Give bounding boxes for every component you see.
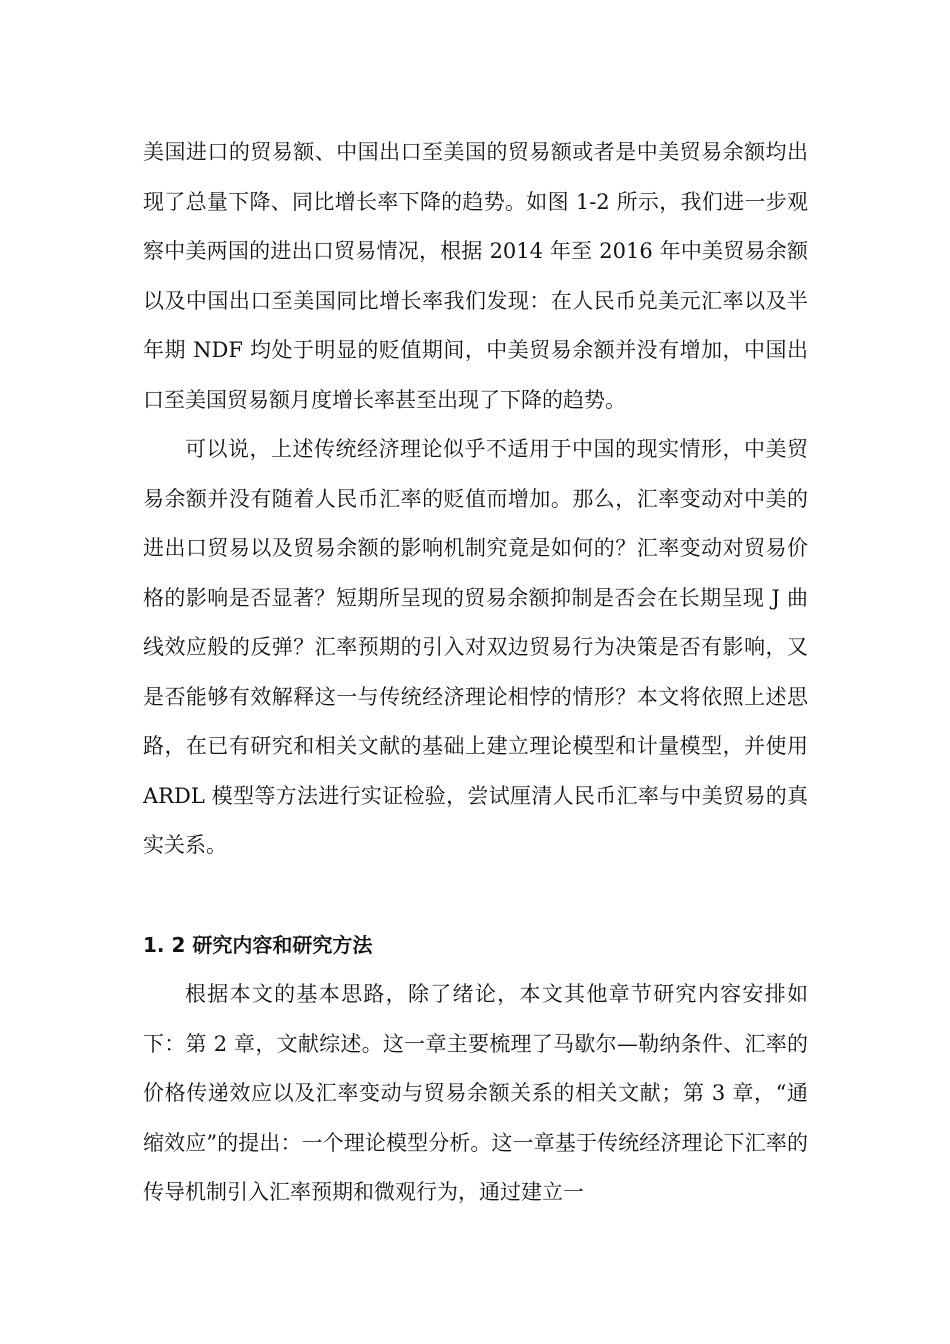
body-text-lower — [143, 970, 808, 1218]
paragraph-trade-decline: 美国进口的贸易额、中国出口至美国的贸易额或者是中美贸易余额均出现了总量下降、同比增长率下降的趋势。如图 1-2 所示，我们进一步观察中美两国的进出口贸易情况，根据 2014 年至 2016 年中美贸易余额以及中国出口至美国同比增长率我们发现：在人民币兑美元汇率以及半年期 NDF 均处于明显的贬值期间，中美贸易余额并没有增加，中国出口至美国贸易额月度增长率甚至出现了下降的趋势。 — [143, 140, 808, 412]
paragraph-research-questions: 可以说，上述传统经济理论似乎不适用于中国的现实情形，中美贸易余额并没有随着人民币汇率的贬值而增加。那么，汇率变动对中美的进出口贸易以及贸易余额的影响机制究竟是如何的？汇率变动对贸易价格的影响是否显著？短期所呈现的贸易余额抑制是否会在长期呈现 J 曲线效应般的反弹？汇率预期的引入对双边贸易行为决策是否有影响，又是否能够有效解释这一与传统经济理论相悖的情形？本文将依照上述思路，在已有研究和相关文献的基础上建立理论模型和计量模型，并使用 ARDL 模型等方法进行实证检验，尝试厘清人民币汇率与中美贸易的真实关系。 — [143, 437, 808, 857]
paragraph-chapter-outline: 根据本文的基本思路，除了绪论，本文其他章节研究内容安排如下：第 2 章，文献综述。这一章主要梳理了马歇尔—勒纳条件、汇率的价格传递效应以及汇率变动与贸易余额关系的相关文献；第 3 章，“通缩效应”的提出：一个理论模型分析。这一章基于传统经济理论下汇率的传导机制引入汇率预期和微观行为，通过建立一 — [143, 982, 808, 1204]
body-text-upper — [143, 128, 808, 871]
section-heading: 1. 2 研究内容和研究方法 — [143, 933, 373, 957]
